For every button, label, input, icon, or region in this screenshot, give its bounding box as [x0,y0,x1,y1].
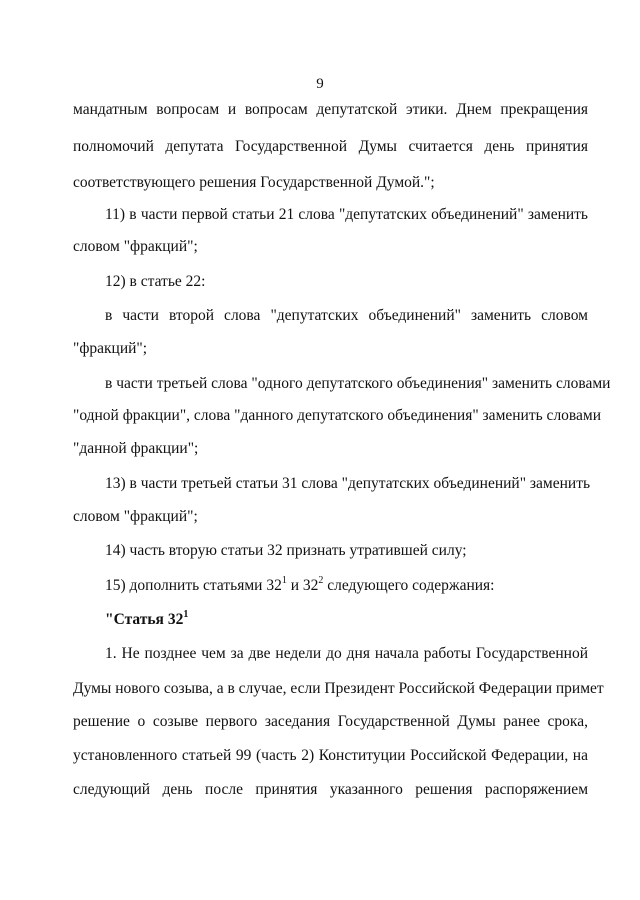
text-line: полномочий депутата Государственной Думы считается день принятия [73,138,588,155]
text-line: мандатным вопросам и вопросам депутатской этики. Днем прекращения [73,101,588,118]
text-line: следующий день после принятия указанного решения распоряжением [73,781,588,798]
text-line: словом "фракций"; [73,238,198,255]
line15-before: 15) дополнить статьями 32 [105,577,282,594]
text-line: "данной фракции"; [73,440,199,457]
text-line: 13) в части третьей статьи 31 слова "депутатских объединений" заменить [105,475,591,492]
text-line: 14) часть вторую статьи 32 признать утратившей силу; [105,542,467,559]
text-line-with-superscripts [105,576,494,596]
text-line: 11) в части первой статьи 21 слова "депутатских объединений" заменить [105,206,588,223]
text-line: решение о созыве первого заседания Государственной Думы ранее срока, [73,713,588,730]
line15-mid: и 32 [286,577,319,594]
article-heading-text: "Статья 32 [105,611,184,628]
text-line: Думы нового созыва, а в случае, если Президент Российской Федерации примет [73,680,604,697]
text-line: 12) в статье 22: [105,273,206,290]
text-line: в части второй слова "депутатских объединений" заменить словом [105,307,588,324]
superscript: 1 [183,608,189,620]
superscript: 1 [281,574,287,586]
text-line: словом "фракций"; [73,508,198,525]
text-line: соответствующего решения Государственной Думой."; [73,174,435,191]
line15-after: следующего содержания: [323,577,495,594]
text-line: установленного статьей 99 (часть 2) Конституции Российской Федерации, на [73,747,588,764]
text-line: 1. Не позднее чем за две недели до дня начала работы Государственной [105,645,588,662]
superscript: 2 [318,574,324,586]
text-line: "фракций"; [73,340,148,357]
page-number: 9 [316,76,324,92]
text-line: в части третьей слова "одного депутатского объединения" заменить словами [105,375,611,392]
article-heading [105,610,188,630]
text-line: "одной фракции", слова "данного депутатского объединения" заменить словами [73,407,602,424]
